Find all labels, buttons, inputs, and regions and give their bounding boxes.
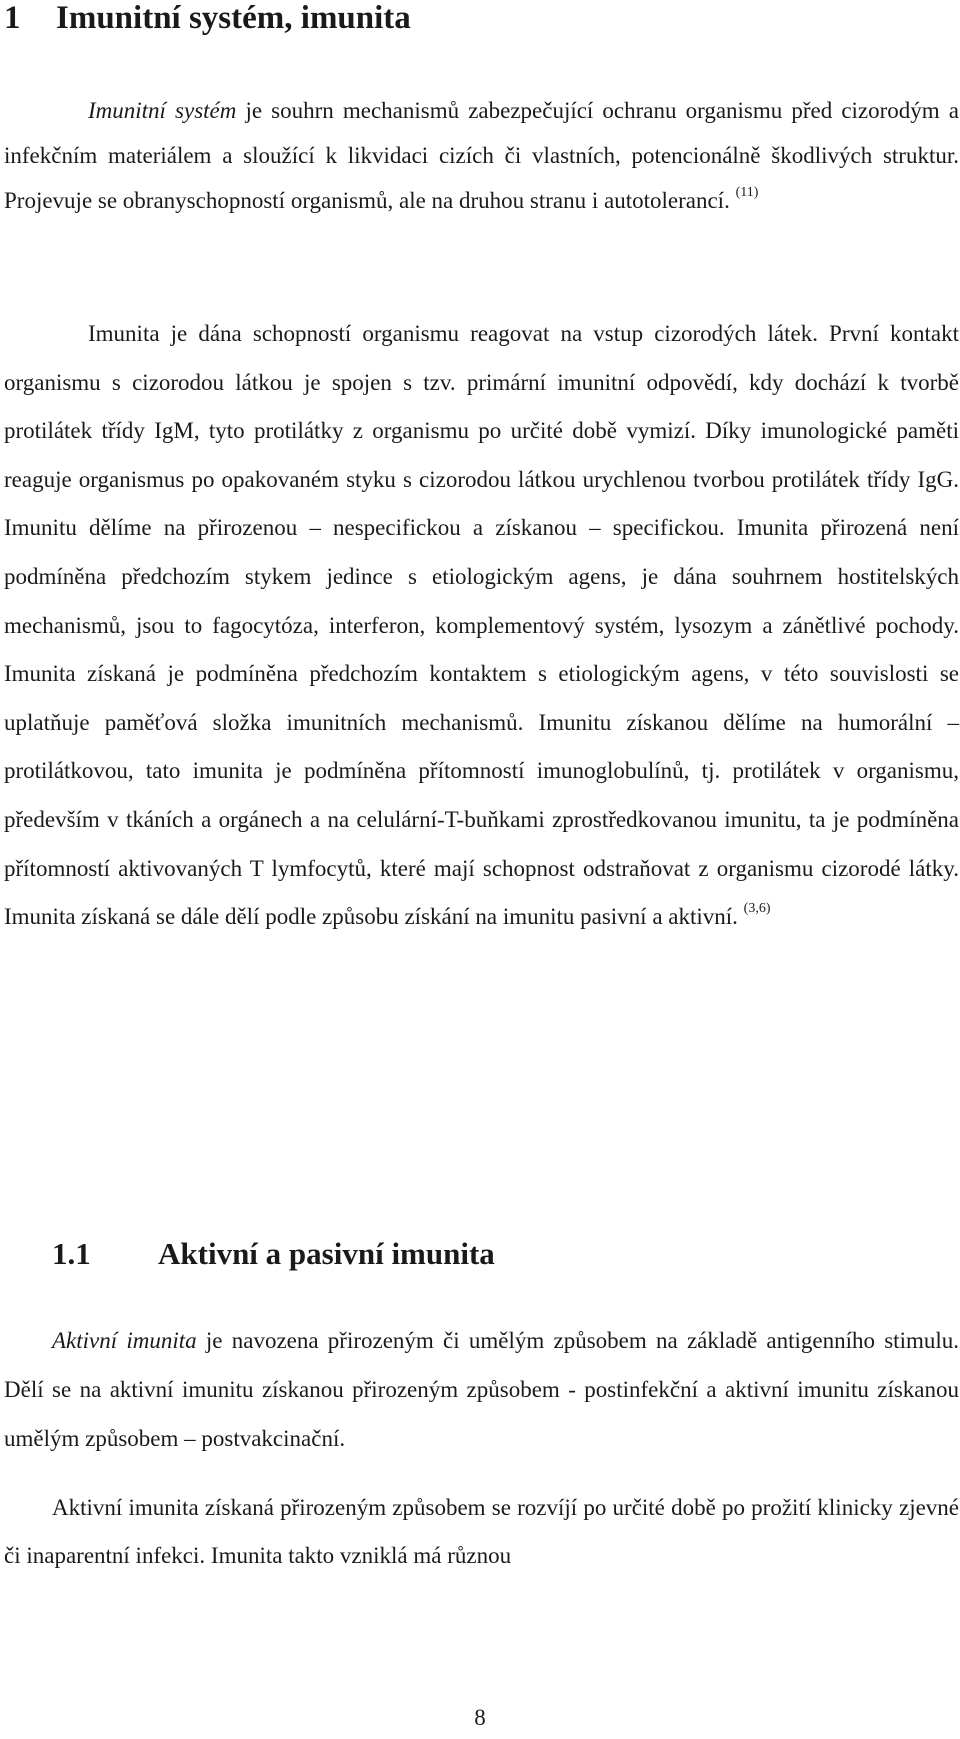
paragraph-active-immunity — [4, 1316, 959, 1463]
page-number: 8 — [474, 1705, 486, 1730]
citation-ref: (11) — [735, 185, 759, 200]
paragraph-immune-system — [4, 88, 959, 223]
chapter-number: 1 — [4, 0, 21, 36]
citation-ref: (3,6) — [743, 901, 771, 917]
paragraph-text: je souhrn mechanismů zabezpečující ochranu organismu před cizorodým a infekčním materiálem a sloužící k likvidaci cizích či vlastních, potencionálně škodlivých struktur. Projevuje se obranyschopností organismů, ale na druhou stranu i autotolerancí. — [4, 98, 959, 213]
section-number: 1.1 — [52, 1236, 91, 1271]
chapter-heading — [4, 0, 411, 36]
paragraph-natural-active-immunity — [4, 1484, 959, 1580]
paragraph-text: Aktivní imunita získaná přirozeným způsobem se rozvíjí po určité době po prožití klinicky zjevné či inaparentní infekci. Imunita takto vzniklá má různou — [4, 1495, 959, 1568]
paragraph-text: je navozena přirozeným či umělým způsobem na základě antigenního stimulu. Dělí se na aktivní imunitu získanou přirozeným způsobem - postinfekční a aktivní imunitu získanou umělým způsobem – postvakcinační. — [4, 1328, 959, 1451]
term-immune-system: Imunitní systém — [88, 98, 237, 123]
paragraph-immunity — [4, 310, 959, 942]
term-active-immunity: Aktivní imunita — [52, 1328, 197, 1353]
paragraph-text: Imunita je dána schopností organismu reagovat na vstup cizorodých látek. První kontakt organismu s cizorodou látkou je spojen s tzv. primární imunitní odpovědí, kdy dochází k tvorbě protilátek třídy IgM, tyto protilátky z organismu po určité době vymizí. Díky imunologické paměti reaguje organismus po opakovaném styku s cizorodou látkou urychlenou tvorbou protilátek třídy IgG. Imunitu dělíme na přirozenou – nespecifickou a získanou – specifickou. Imunita přirozená není podmíněna předchozím stykem jedince s etiologickým agens, je dána souhrnem hostitelských mechanismů, jsou to fagocytóza, interferon, komplementový systém, lysozym a zánětlivé pochody. Imunita získaná je podmíněna předchozím kontaktem s etiologickým agens, v této souvislosti se uplatňuje paměťová složka imunitních mechanismů. Imunitu získanou dělíme na humorální – protilátkovou, tato imunita je podmíněna přítomností imunoglobulínů, tj. protilátek v organismu, především v tkáních a orgánech a na celulární-T-buňkami zprostředkovanou imunitu, ta je podmíněna přítomností aktivovaných T lymfocytů, které mají schopnost odstraňovat z organismu cizorodé látky. Imunita získaná se dále dělí podle způsobu získání na imunitu pasivní a aktivní. — [4, 321, 959, 930]
section-heading — [52, 1236, 495, 1272]
section-title: Aktivní a pasivní imunita — [158, 1236, 495, 1271]
chapter-title: Imunitní systém, imunita — [56, 0, 411, 36]
